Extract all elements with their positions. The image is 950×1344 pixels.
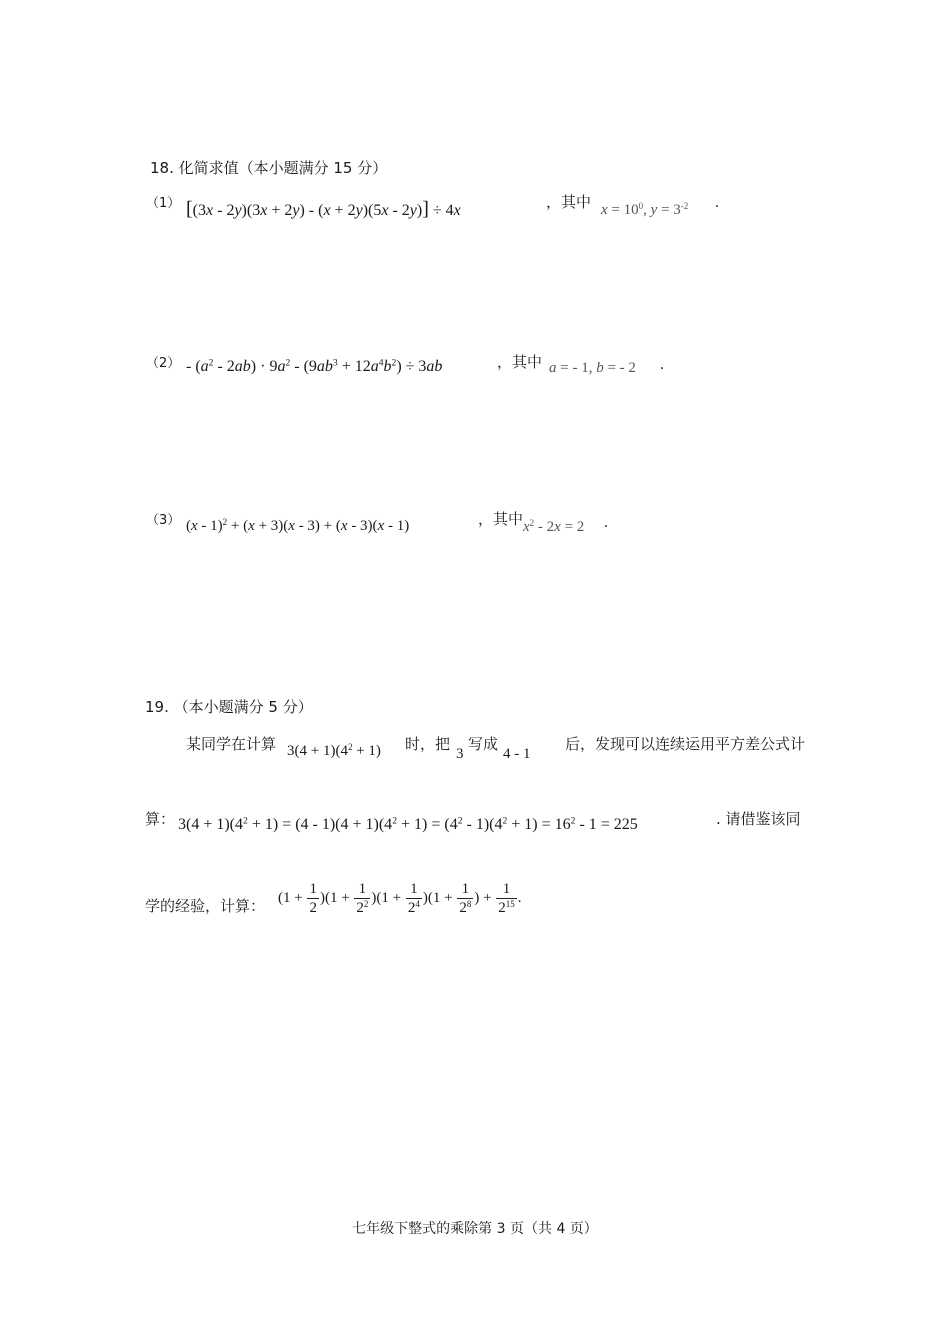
q18-p3-where: ，其中 xyxy=(478,510,524,528)
q18-p1-expression: [(3x - 2y)(3x + 2y) - (x + 2y)(5x - 2y)] ÷ 4x xyxy=(186,198,461,220)
q19-line1-text-a: 某同学在计算 xyxy=(186,735,277,753)
q19-line1-text-d: 后，发现可以连续运用平方差公式计 xyxy=(565,735,806,753)
q19-line3-period: . xyxy=(517,889,522,906)
page-footer: 七年级下整式的乘除第 3 页（共 4 页） xyxy=(352,1221,598,1237)
q19-line1-three: 3 xyxy=(456,746,464,762)
q18-p3-period: . xyxy=(604,514,608,531)
q18-p1-where: ，其中 xyxy=(546,193,592,211)
q18-p3-expression: (x - 1)$^2$ + (x + 3)(x - 3) + (x - 3)(x - 1) xyxy=(186,517,410,534)
q19-line3-text-a: 学的经验，计算： xyxy=(145,897,266,915)
q18-p2-condition: a = - 1, b = - 2 xyxy=(549,360,636,376)
q18-p2-period: . xyxy=(660,356,664,373)
q18-p3-label: （3） xyxy=(146,513,181,528)
q18-p1-condition: $x = 10^0$, $y = 3^{-2}$ xyxy=(601,201,689,218)
q18-p1-label: （1） xyxy=(146,196,181,211)
q18-p1-period: . xyxy=(715,194,719,211)
q19-line1-text-b: 时，把 xyxy=(405,735,451,753)
q18-p2-where: ，其中 xyxy=(497,353,543,371)
q19-line3-expression: (1 + $\frac{1}{2}$ )(1 + $\frac{1}{2^2}$ )(1 + $\frac{1}{2^4}$ )(1 + $\frac{1}{2^8}$ ) + $\frac{1}{2^{15}}$ . xyxy=(278,881,522,916)
q19-line2-text-a: 算： xyxy=(145,810,176,828)
q19-line1-expression: $3(4 + 1)(4^2 + 1)$ xyxy=(287,742,381,759)
q18-p2-label: （2） xyxy=(146,356,181,371)
q18-title: 18. 化简求值（本小题满分 15 分） xyxy=(150,159,388,177)
q19-title: 19. （本小题满分 5 分） xyxy=(145,698,313,716)
q19-line2-text-b: . 请借鉴该同 xyxy=(716,810,801,828)
q19-line1-text-c: 写成 xyxy=(468,735,499,753)
q18-p3-condition: $x^2 - 2x = 2$ xyxy=(523,518,585,535)
q18-p2-expression: - $(a^2 - 2ab) \cdot 9a^2 - (9ab^3 + 12a^4b^2) \div 3ab$ xyxy=(186,357,443,375)
q19-line1-four-minus-one: 4 - 1 xyxy=(503,746,531,762)
q19-line2-expression: $3(4 + 1)(4^2 + 1) = (4 - 1)(4 + 1)(4^2 + 1) = (4^2 - 1)(4^2 + 1) = 16^2 - 1 = 225$ xyxy=(178,815,638,833)
